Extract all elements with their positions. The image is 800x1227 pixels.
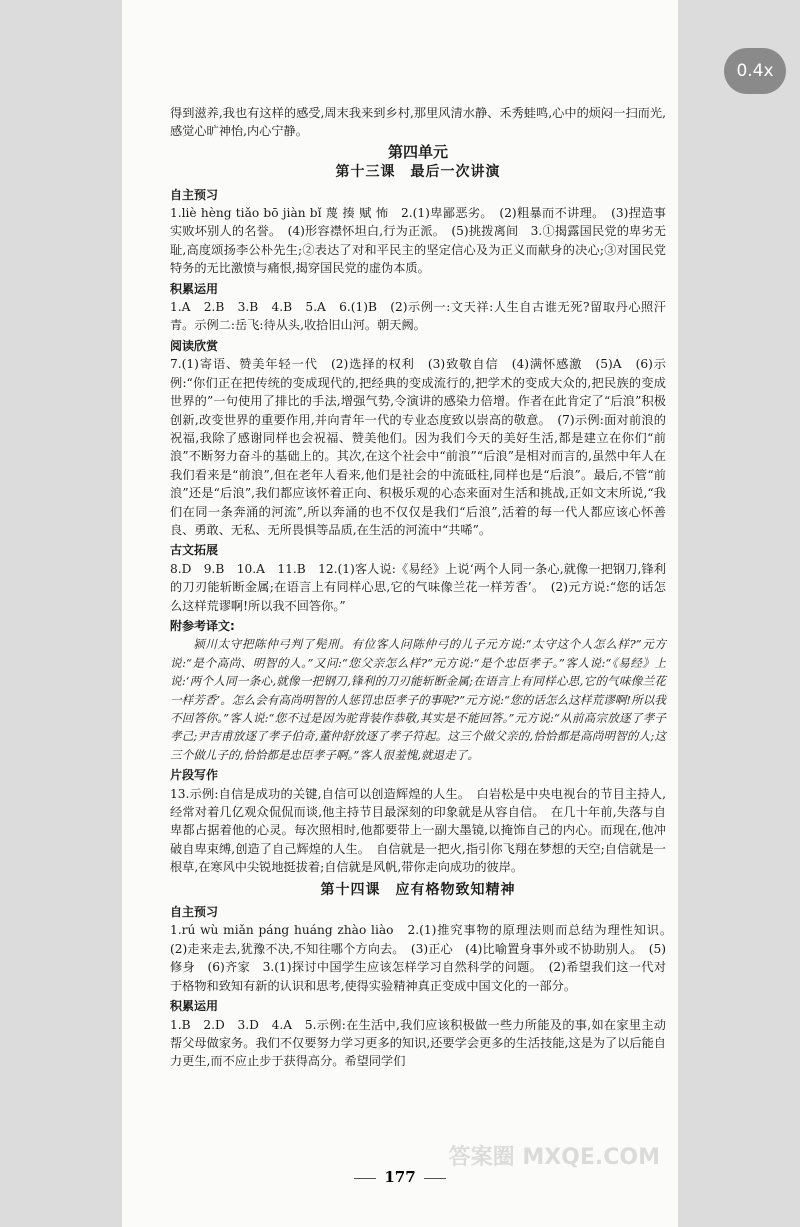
section-heading: 积累运用 [170, 999, 219, 1014]
translation-text: 颍川太守把陈仲弓判了髡刑。有位客人问陈仲弓的儿子元方说:“太守这个人怎么样?”元方说:“是个高尚、明智的人。”又问:“您父亲怎么样?”元方说:“是个忠臣孝子。”客人说:“《易经》上说:‘两个人同一条心,就像一把钢刀,锋利的刀刃能斩断金属;在语言上有同样心思,它的气味像兰花一样芳香’。怎么会有高尚明智的人惩罚忠臣孝子的事呢?”元方说:“您的话怎么这样荒谬啊!所以我不回答你。”客人说:“您不过是因为驼背装作恭敬,其实是不能回答。”元方说:“从前高宗放逐了孝子孝己;尹吉甫放逐了孝子伯奇,董仲舒放逐了孝子符起。这三个做父亲的,恰恰都是高尚明智的人;这三个做儿子的,恰恰都是忠臣孝子啊。”客人很羞愧,就退走了。 [170, 637, 666, 762]
section-text: 7.(1)寄语、赞美年轻一代 (2)选择的权利 (3)致敬自信 (4)满怀感激 (5)A (6)示例:“你们正在把传统的变成现代的,把经典的变成流行的,把学术的变成大众的,把民族的变成世界的”一句使用了排比的手法,增强气势,令演讲的感染力倍增。作者在此肯定了“后浪”积极创新,改变世界的重要作用,并向青年一代的专业态度致以崇高的敬意。 (7)示例:面对前浪的祝福,我除了感谢同样也会祝福、赞美他们。因为我们今天的美好生活,都是建立在你们“前浪”不断努力奋斗的基础上的。其次,在这个社会中“前浪”“后浪”是相对而言的,虽然中年人在我们看来是“前浪”,但在老年人看来,他们是社会的中流砥柱,同样也是“后浪”。最后,不管“前浪”还是“后浪”,我们都应该怀着正向、积极乐观的心态来面对生活和挑战,正如文末所说,“我们在同一条奔涌的河流”,所以奔涌的也不仅仅是我们“后浪”,活着的每一代人都应该心怀善良、勇敢、无私、无所畏惧等品质,在生活的河流中“共唏”。 [170, 357, 666, 537]
unit-title: 第四单元 [387, 142, 448, 161]
document-page [122, 0, 678, 1227]
section-text: 1.A 2.B 3.B 4.B 5.A 6.(1)B (2)示例一:文天祥:人生自古谁无死?留取丹心照汗青。示例二:岳飞:待从头,收拾旧山河。朝天阙。 [170, 300, 666, 333]
section-text: 8.D 9.B 10.A 11.B 12.(1)客人说:《易经》上说‘两个人同一条心,就像一把钢刀,锋利的刀刃能斩断金属;在语言上有同样心思,它的气味像兰花一样芳香’。 (2)元方说:“您的话怎么这样荒谬啊!所以我不回答你。” [170, 561, 666, 613]
page-content [170, 104, 679, 1071]
section-heading: 自主预习 [170, 187, 219, 202]
lesson-13-title: 第十三课 最后一次讲演 [335, 164, 501, 181]
section-heading: 片段写作 [170, 768, 219, 783]
intro-paragraph: 得到滋养,我也有这样的感受,周末我来到乡村,那里风清水静、禾秀蛙鸣,心中的烦闷一扫而光,感觉心旷神怡,内心宁静。 [170, 106, 666, 139]
section-heading: 积累运用 [170, 281, 219, 296]
section-text: 1.rú wù miǎn páng huáng zhào liào 2.(1)推究事物的原理法则而总结为理性知识。 (2)走来走去,犹豫不决,不知往哪个方向去。 (3)正心 (4)比喻置身事外或不协助别人。 (5)修身 (6)齐家 3.(1)探讨中国学生应该怎样学习自然科学的问题。 (2)希望我们这一代对于格物和致知有新的认识和思考,使得实验精神真正变成中国文化的一部分。 [170, 923, 679, 993]
section-heading: 附参考译文: [170, 618, 235, 633]
section-heading: 阅读欣赏 [170, 338, 219, 353]
lesson-14-title: 第十四课 应有格物致知精神 [320, 881, 516, 898]
page-number: 177 [122, 1168, 678, 1186]
zoom-level-badge[interactable]: 0.4x [724, 48, 786, 94]
section-text: 1.B 2.D 3.D 4.A 5.示例:在生活中,我们应该积极做一些力所能及的事,如在家里主动帮父母做家务。我们不仅要努力学习更多的知识,还要学会更多的生活技能,这是为了以后能自力更生,而不应止步于获得高分。希望同学们 [170, 1017, 666, 1069]
section-text: 1.liè hèng tiǎo bō jiàn bǐ 蔑 揍 赋 怖 2.(1)卑鄙恶劣。 (2)粗暴而不讲理。 (3)捏造事实败坏别人的名誉。 (4)形容襟怀坦白,行为正派。 (5)挑拨离间 3.①揭露国民党的卑劣无耻,高度颂扬李公朴先生;②表达了对和平民主的坚定信心及为正义而献身的决心;③对国民党特务的无比激愤与痛恨,揭穿国民党的虚伪本质。 [170, 206, 666, 276]
section-text: 13.示例:自信是成功的关键,自信可以创造辉煌的人生。 白岩松是中央电视台的节目主持人,经常对着几亿观众侃侃而谈,他主持节目最深刻的印象就是从容自信。 在几十年前,失落与自卑都占据着他的心灵。每次照相时,他都要带上一副大墨镜,以掩饰自己的内心。而现在,他冲破自卑束缚,创造了自己辉煌的人生。 自信就是一把火,指引你飞翔在梦想的天空;自信就是一根草,在寒风中尖锐地挺拔着;自信就是风帆,带你走向成功的彼岸。 [170, 786, 666, 875]
section-heading: 古文拓展 [170, 543, 219, 558]
watermark-logo: 答案圈 MXQE.COM [448, 1145, 660, 1170]
section-heading: 自主预习 [170, 905, 219, 920]
